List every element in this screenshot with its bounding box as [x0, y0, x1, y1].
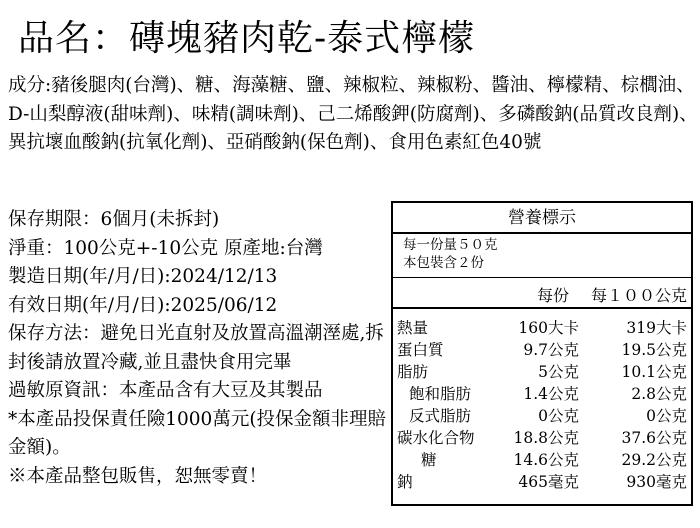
storage-method: 保存方法：避免日光直射及放置高溫潮溼處,拆封後請放置冷藏,並且盡快食用完畢	[8, 323, 384, 373]
packaging-note: ※本產品整包販售，恕無零賣！	[8, 465, 268, 487]
nutrition-row-trans-fat	[393, 405, 691, 427]
nutrition-row-protein	[393, 339, 691, 361]
nutrient-name: 糖	[421, 451, 437, 469]
nutrition-header: 營養標示	[393, 203, 691, 234]
product-info	[8, 206, 388, 491]
per-100g-value: 37.6公克	[621, 429, 687, 447]
per-serving-value: 18.8公克	[513, 429, 579, 447]
nutrient-name: 脂肪	[397, 363, 429, 381]
servings-per-package: 本包裝含２份	[403, 255, 484, 271]
nutrition-column-headers	[393, 278, 691, 309]
per-serving-value: 14.6公克	[513, 451, 579, 469]
net-weight: 淨重：100公克+-10公克 原產地:台灣	[8, 237, 323, 259]
per-serving-value: 5公克	[538, 363, 579, 381]
insurance-note: *本產品投保責任險1000萬元(投保金額非理賠金額)。	[8, 408, 387, 458]
per-serving-header: 每份	[536, 286, 569, 305]
nutrient-name: 碳水化合物	[397, 429, 475, 447]
nutrient-name: 熱量	[397, 319, 429, 337]
nutrition-row-saturated-fat	[393, 383, 691, 405]
nutrient-name: 飽和脂肪	[409, 385, 472, 403]
per-100g-value: 2.8公克	[631, 385, 687, 403]
nutrient-name: 反式脂肪	[409, 407, 472, 425]
serving-info	[393, 234, 691, 278]
per-serving-value: 160大卡	[518, 319, 579, 337]
serving-size: 每一份量５０克	[403, 237, 498, 253]
manufacture-date: 製造日期(年/月/日):2024/12/13	[8, 266, 278, 287]
per-serving-value: 465毫克	[518, 473, 579, 491]
nutrition-row-sodium	[393, 471, 691, 493]
expiry-date: 有效日期(年/月/日):2025/06/12	[8, 294, 278, 316]
nutrition-facts-table	[391, 201, 693, 506]
product-title: 品名：磚塊豬肉乾-泰式檸檬	[18, 18, 476, 59]
per-100g-value: 0公克	[646, 407, 687, 425]
per-serving-value: 0公克	[538, 407, 579, 425]
per-100g-value: 10.1公克	[621, 363, 687, 381]
nutrition-rows	[393, 309, 691, 493]
nutrition-row-fat	[393, 361, 691, 383]
ingredients-text: 成分:豬後腿肉(台灣)、糖、海藻糖、鹽、辣椒粒、辣椒粉、醬油、檸檬精、棕櫚油、D-山梨醇液(甜味劑)、味精(調味劑)、己二烯酸鉀(防腐劑)、多磷酸鈉(品質改良劑)、異抗壞血酸鈉(抗氧化劑)、亞硝酸鈉(保色劑)、食用色素紅色40號	[8, 75, 698, 153]
per-100g-value: 19.5公克	[621, 341, 687, 359]
nutrition-row-carbohydrate	[393, 427, 691, 449]
per-serving-value: 1.4公克	[523, 385, 579, 403]
nutrition-row-energy	[393, 317, 691, 339]
shelf-life: 保存期限：6個月(未拆封)	[8, 209, 220, 230]
nutrition-row-sugar	[393, 449, 691, 471]
per-100g-value: 319大卡	[626, 319, 687, 337]
per-100g-header: 每１００公克	[590, 286, 687, 305]
nutrient-name: 蛋白質	[397, 341, 444, 359]
per-100g-value: 29.2公克	[621, 451, 687, 469]
per-100g-value: 930毫克	[626, 473, 687, 491]
allergen-info: 過敏原資訊：本產品含有大豆及其製品	[8, 380, 323, 401]
nutrient-name: 鈉	[397, 473, 413, 491]
per-serving-value: 9.7公克	[523, 341, 579, 359]
